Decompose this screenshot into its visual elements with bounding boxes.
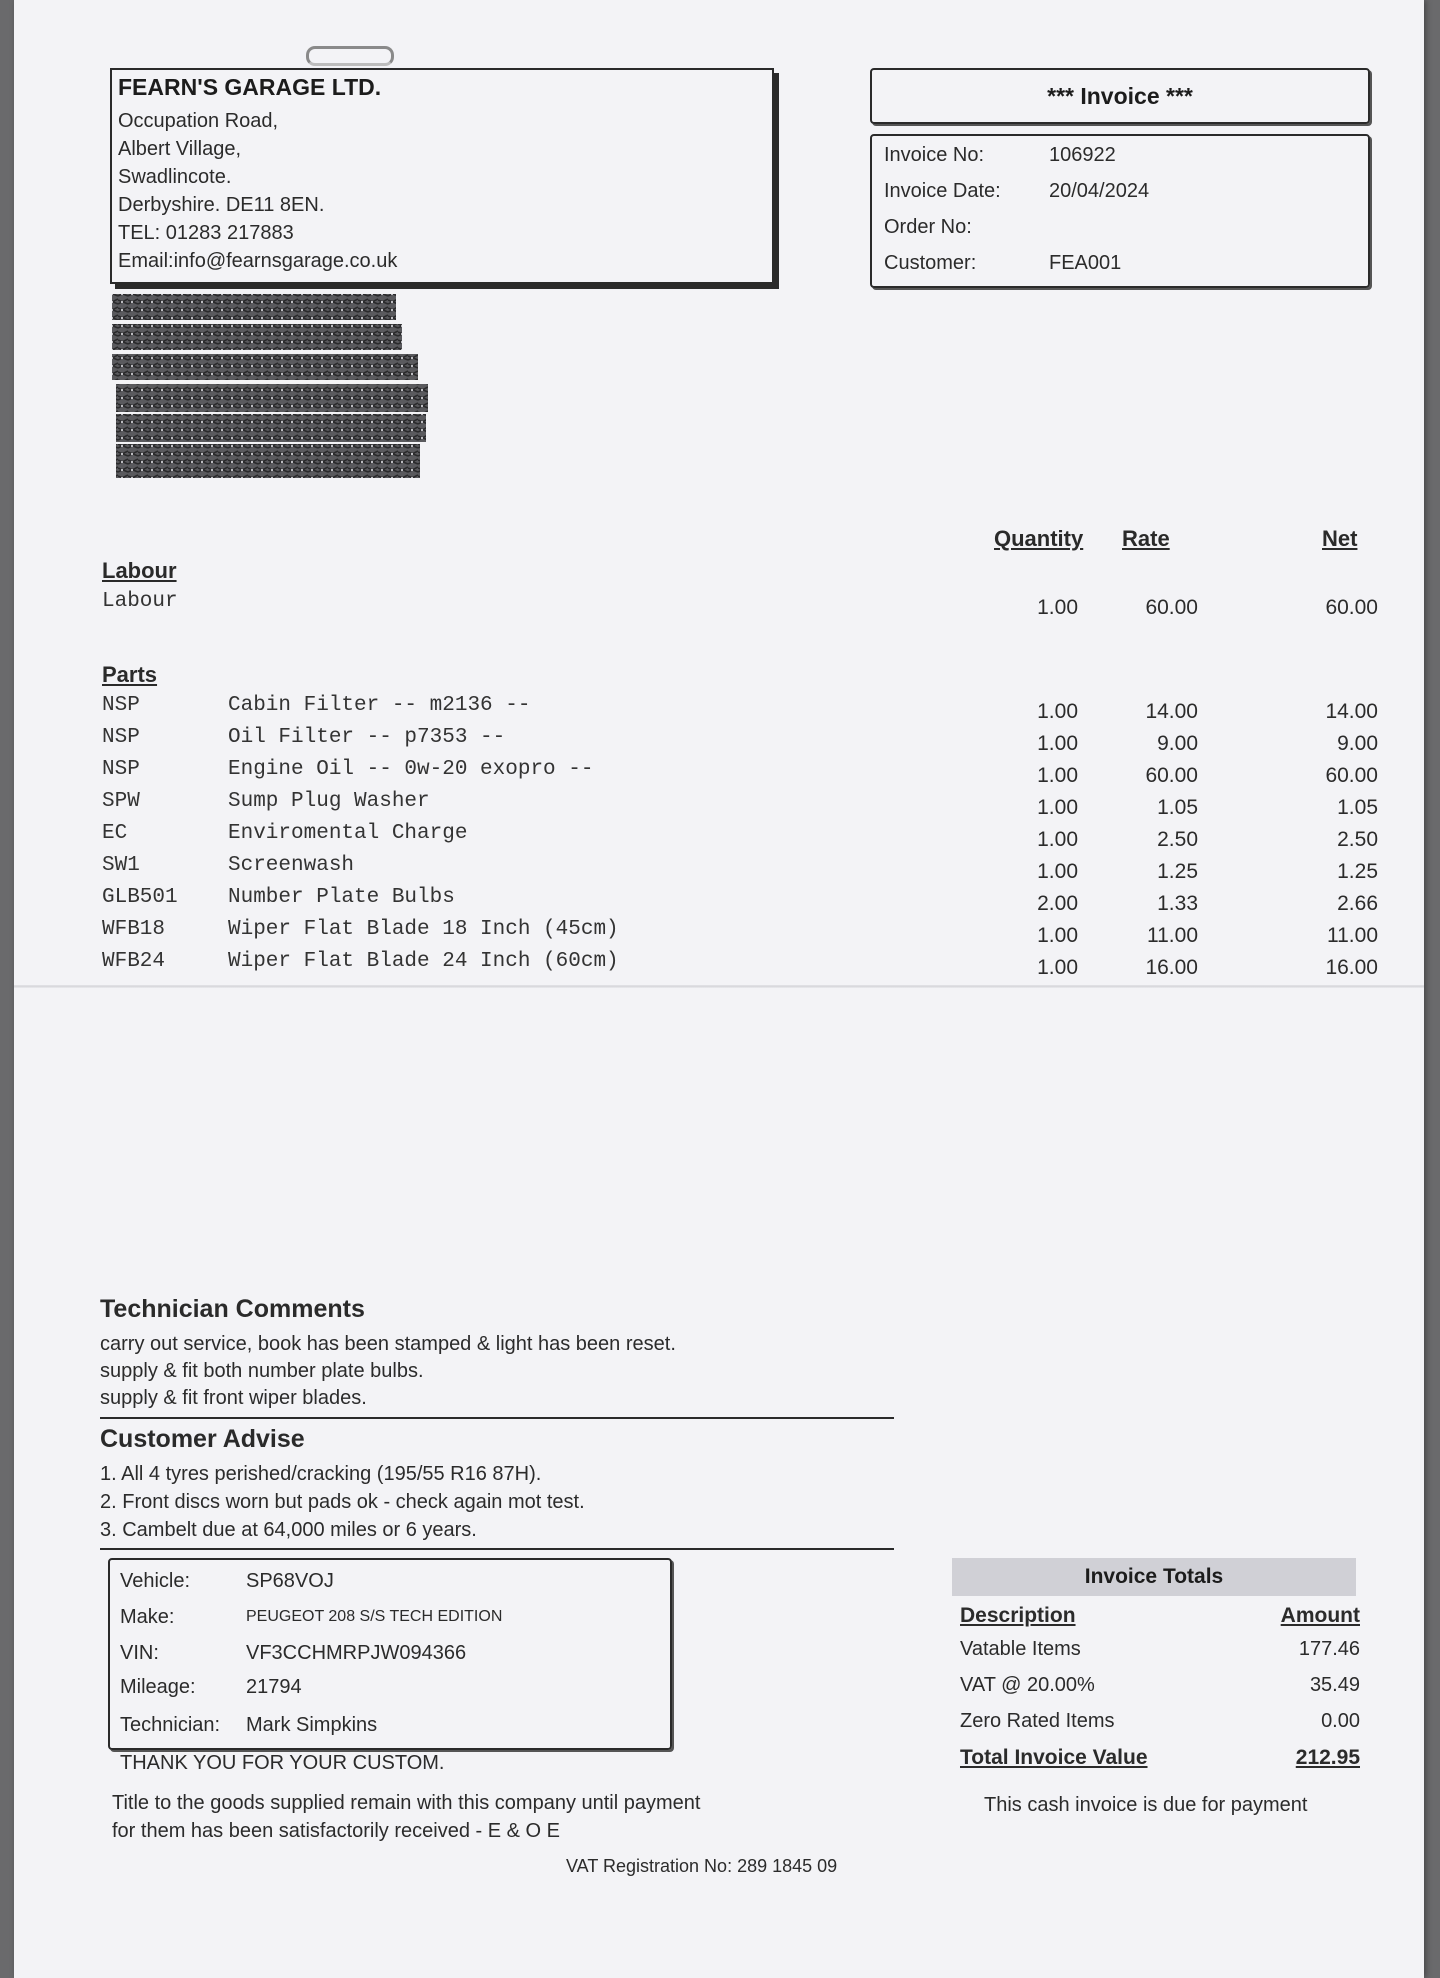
part-desc: Sump Plug Washer [228, 790, 430, 813]
vehicle-registration: SP68VOJ [246, 1570, 334, 1592]
company-email: Email:info@fearnsgarage.co.uk [118, 250, 398, 272]
part-qty: 1.00 [1037, 700, 1078, 723]
part-row [14, 726, 1424, 756]
part-desc: Enviromental Charge [228, 822, 468, 845]
address-line: Albert Village, [118, 138, 242, 160]
description-label: Description [960, 1604, 1076, 1627]
part-code: WFB24 [102, 950, 166, 973]
vatable-row [960, 1638, 1360, 1661]
column-rate: Rate [1122, 526, 1170, 551]
part-net: 1.25 [1337, 860, 1378, 883]
part-qty: 1.00 [1037, 924, 1078, 947]
part-row [14, 822, 1424, 852]
part-net: 11.00 [1327, 924, 1378, 947]
make-label: Make: [120, 1606, 175, 1628]
part-desc: Screenwash [228, 854, 355, 877]
total-amount: 212.95 [1295, 1746, 1360, 1769]
address-line: Derbyshire. DE11 8EN. [118, 194, 325, 216]
vin-label: VIN: [120, 1642, 159, 1664]
part-row [14, 918, 1424, 948]
part-net: 16.00 [1325, 956, 1378, 979]
make-row [120, 1606, 503, 1629]
parts-heading: Parts [102, 662, 158, 687]
vat-label: VAT @ 20.00% [960, 1674, 1095, 1696]
part-rate: 9.00 [1157, 732, 1198, 755]
divider [100, 1548, 894, 1550]
invoice-date-row [884, 180, 1150, 203]
part-code: WFB18 [102, 918, 166, 941]
labour-rate: 60.00 [1145, 596, 1198, 619]
title-of-goods-note: Title to the goods supplied remain with this company until payment [112, 1792, 701, 1814]
part-row [14, 854, 1424, 884]
amount-label: Amount [1280, 1604, 1360, 1627]
vehicle-mileage: 21794 [246, 1676, 302, 1698]
invoice-meta-box [870, 134, 1370, 288]
part-qty: 1.00 [1037, 860, 1078, 883]
labour-row [14, 590, 1424, 620]
vehicle-label: Vehicle: [120, 1570, 191, 1592]
part-code: NSP [102, 694, 140, 717]
part-desc: Cabin Filter -- m2136 -- [228, 694, 531, 717]
invoice-number-label: Invoice No: [884, 144, 985, 166]
part-desc: Oil Filter -- p7353 -- [228, 726, 506, 749]
column-net: Net [1322, 526, 1358, 551]
company-name: FEARN'S GARAGE LTD. [118, 74, 382, 100]
vat-registration: VAT Registration No: 289 1845 09 [566, 1856, 838, 1876]
part-row [14, 758, 1424, 788]
thank-you-note: THANK YOU FOR YOUR CUSTOM. [120, 1752, 445, 1774]
labour-net: 60.00 [1325, 596, 1378, 619]
part-code: SPW [102, 790, 140, 813]
part-row [14, 950, 1424, 980]
company-details-box [110, 68, 774, 284]
advise-line: 3. Cambelt due at 64,000 miles or 6 years. [100, 1519, 477, 1541]
part-desc: Engine Oil -- 0w-20 exopro -- [228, 758, 594, 781]
vehicle-row [120, 1570, 334, 1593]
vat-amount: 35.49 [1309, 1674, 1360, 1696]
part-code: SW1 [102, 854, 140, 877]
advise-line: 2. Front discs worn but pads ok - check again mot test. [100, 1491, 585, 1513]
mileage-label: Mileage: [120, 1676, 196, 1698]
mileage-row [120, 1676, 302, 1699]
part-net: 60.00 [1325, 764, 1378, 787]
part-rate: 2.50 [1157, 828, 1198, 851]
vatable-amount: 177.46 [1298, 1638, 1360, 1660]
part-rate: 14.00 [1145, 700, 1198, 723]
divider [100, 1417, 894, 1419]
invoice-page [14, 0, 1424, 1978]
part-qty: 1.00 [1037, 764, 1078, 787]
part-row [14, 694, 1424, 724]
part-qty: 1.00 [1037, 828, 1078, 851]
total-row [960, 1746, 1360, 1770]
address-line: Swadlincote. [118, 166, 232, 188]
vin-row [120, 1642, 467, 1665]
part-qty: 1.00 [1037, 732, 1078, 755]
part-qty: 1.00 [1037, 796, 1078, 819]
part-qty: 2.00 [1037, 892, 1078, 915]
part-rate: 60.00 [1145, 764, 1198, 787]
vehicle-details-box [108, 1558, 672, 1750]
technician-name: Mark Simpkins [246, 1714, 378, 1736]
labour-heading: Labour [102, 558, 177, 583]
customer-advise-heading: Customer Advise [100, 1425, 305, 1453]
part-row [14, 886, 1424, 916]
part-net: 9.00 [1337, 732, 1378, 755]
customer-code: FEA001 [1049, 252, 1122, 274]
technician-row [120, 1714, 378, 1737]
comment-line: supply & fit both number plate bulbs. [100, 1360, 424, 1382]
advise-line: 1. All 4 tyres perished/cracking (195/55 R16 87H). [100, 1463, 542, 1485]
invoice-date: 20/04/2024 [1049, 180, 1150, 202]
part-row [14, 790, 1424, 820]
zero-rated-row [960, 1710, 1360, 1733]
labour-qty: 1.00 [1037, 596, 1078, 619]
part-net: 2.66 [1337, 892, 1378, 915]
invoice-title: *** Invoice *** [870, 68, 1370, 124]
address-line: Occupation Road, [118, 110, 279, 132]
paper-fold [14, 985, 1424, 988]
part-net: 14.00 [1325, 700, 1378, 723]
total-label: Total Invoice Value [960, 1746, 1148, 1769]
invoice-date-label: Invoice Date: [884, 180, 1001, 202]
part-code: GLB501 [102, 886, 178, 909]
part-rate: 1.25 [1157, 860, 1198, 883]
vat-row [960, 1674, 1360, 1697]
part-net: 1.05 [1337, 796, 1378, 819]
technician-label: Technician: [120, 1714, 221, 1736]
part-rate: 11.00 [1147, 924, 1198, 947]
title-of-goods-note: for them has been satisfactorily received - E & O E [112, 1820, 560, 1842]
part-rate: 1.05 [1157, 796, 1198, 819]
part-rate: 1.33 [1157, 892, 1198, 915]
part-rate: 16.00 [1145, 956, 1198, 979]
vehicle-vin: VF3CCHMRPJW094366 [246, 1642, 467, 1664]
company-phone: TEL: 01283 217883 [118, 222, 294, 244]
invoice-totals-heading: Invoice Totals [952, 1558, 1356, 1596]
customer-label: Customer: [884, 252, 977, 274]
part-qty: 1.00 [1037, 956, 1078, 979]
column-quantity: Quantity [994, 526, 1084, 551]
totals-header-row [960, 1604, 1360, 1628]
vehicle-make: PEUGEOT 208 S/S TECH EDITION [246, 1608, 503, 1625]
part-desc: Wiper Flat Blade 18 Inch (45cm) [228, 918, 619, 941]
payment-due-note: This cash invoice is due for payment [984, 1794, 1308, 1816]
part-desc: Wiper Flat Blade 24 Inch (60cm) [228, 950, 619, 973]
zero-rated-label: Zero Rated Items [960, 1710, 1115, 1732]
vatable-label: Vatable Items [960, 1638, 1081, 1660]
comment-line: supply & fit front wiper blades. [100, 1387, 367, 1409]
paperclip-mark [306, 46, 394, 66]
part-net: 2.50 [1337, 828, 1378, 851]
comment-line: carry out service, book has been stamped & light has been reset. [100, 1333, 676, 1355]
part-code: EC [102, 822, 128, 845]
invoice-number: 106922 [1049, 144, 1116, 166]
labour-desc: Labour [102, 590, 178, 613]
order-number-label: Order No: [884, 216, 972, 238]
part-desc: Number Plate Bulbs [228, 886, 455, 909]
invoice-number-row [884, 144, 1116, 167]
part-code: NSP [102, 758, 140, 781]
technician-comments-heading: Technician Comments [100, 1295, 365, 1323]
order-number-row [884, 216, 972, 239]
zero-rated-amount: 0.00 [1321, 1710, 1360, 1732]
customer-row [884, 252, 1122, 275]
part-code: NSP [102, 726, 140, 749]
redacted-customer-address [98, 290, 432, 490]
